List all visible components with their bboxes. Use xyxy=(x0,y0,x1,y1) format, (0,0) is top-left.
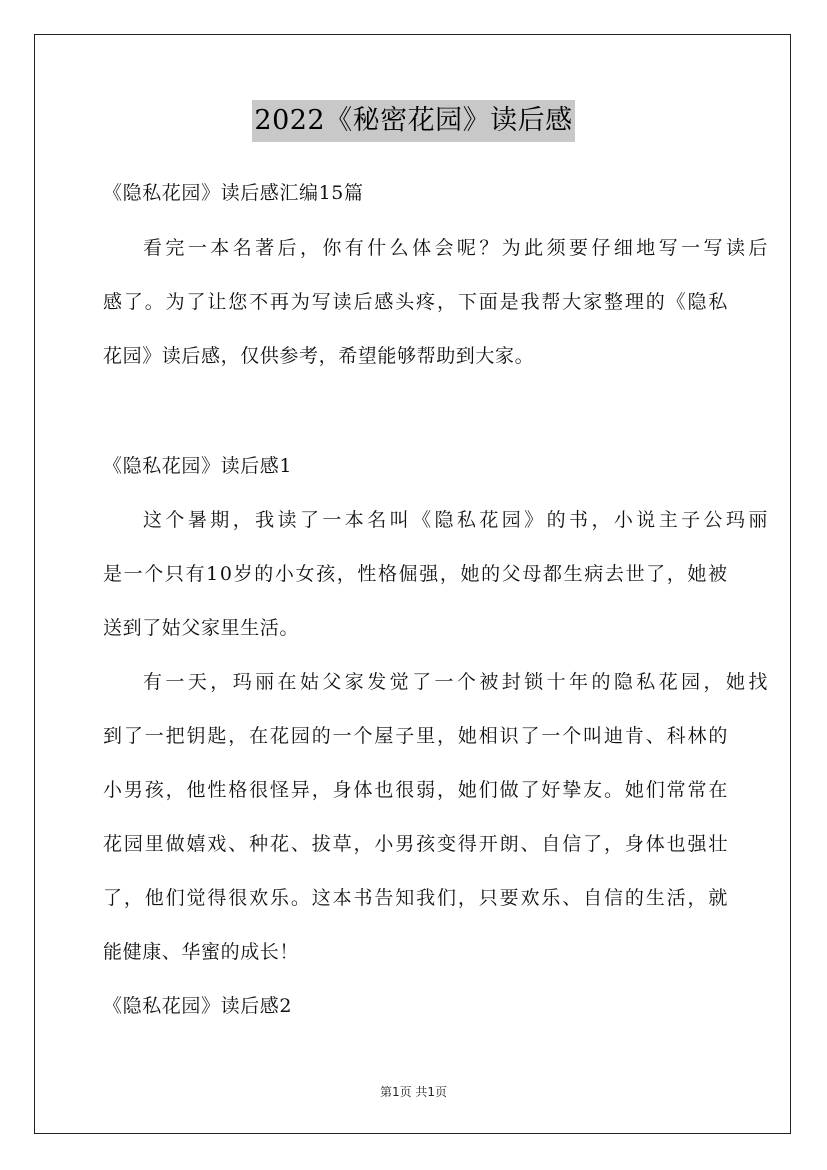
section1-para1-line-2: 是 一 个 只 有 1 0 岁 的 小 女 孩 ， 性 格 倔 强 ， 她 的 父 母 都 生 病 去 世 了 ， 她 被 xyxy=(103,563,728,585)
section1-para1-line-3: 送到了姑父家里生活。 xyxy=(103,617,300,639)
section1-para2-line-4: 花 园 里 做 嬉 戏 、 种 花 、 拔 草 ， 小 男 孩 变 得 开 朗 、 自 信 了 ， 身 体 也 强 壮 xyxy=(103,833,728,855)
intro-line-1: 看 完 一 本 名 著 后 ， 你 有 什 么 体 会 呢 ？ 为 此 须 要 仔 细 地 写 一 写 读 后 xyxy=(143,237,768,259)
section1-para2-line-1: 有 一 天 ， 玛 丽 在 姑 父 家 发 觉 了 一 个 被 封 锁 十 年 的 隐 私 花 园 ， 她 找 xyxy=(143,671,768,693)
title-container xyxy=(0,100,827,142)
section1-para2-line-6: 能健康、华蜜的成长！ xyxy=(103,941,300,963)
section1-para2-line-3: 小 男 孩 ， 他 性 格 很 怪 异 ， 身 体 也 很 弱 ， 她 们 做 了 好 挚 友 。 她 们 常 常 在 xyxy=(103,779,728,801)
section1-heading: 《隐私花园》读后感1 xyxy=(103,455,293,477)
page-footer: 第1页 共1页 xyxy=(379,1085,448,1099)
intro-line-2: 感 了 。 为 了 让 您 不 再 为 写 读 后 感 头 疼 ， 下 面 是 我 帮 大 家 整 理 的 《 隐 私 xyxy=(103,291,728,313)
section1-para2-line-2: 到 了 一 把 钥 匙 ， 在 花 园 的 一 个 屋 子 里 ， 她 相 识 了 一 个 叫 迪 肯 、 科 林 的 xyxy=(103,725,728,747)
document-title: 2022《秘密花园》读后感 xyxy=(252,100,574,142)
section1-para2-line-5: 了 ， 他 们 觉 得 很 欢 乐 。 这 本 书 告 知 我 们 ， 只 要 欢 乐 、 自 信 的 生 活 ， 就 xyxy=(103,887,728,909)
section2-heading: 《隐私花园》读后感2 xyxy=(103,995,293,1017)
intro-line-3: 花园》读后感，仅供参考，希望能够帮助到大家。 xyxy=(103,345,535,367)
subtitle: 《隐私花园》读后感汇编15篇 xyxy=(103,182,364,204)
section1-para1-line-1: 这 个 暑 期 ， 我 读 了 一 本 名 叫 《 隐 私 花 园 》 的 书 ， 小 说 主 子 公 玛 丽 xyxy=(143,509,768,531)
